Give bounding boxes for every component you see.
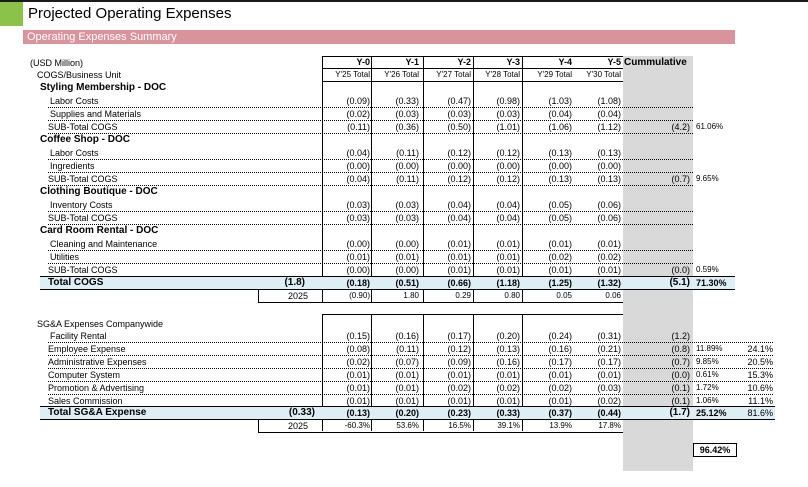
- value-cell: (0.01): [395, 396, 419, 406]
- value-cell: 17.8%: [598, 421, 621, 430]
- value-cell: (0.00): [447, 161, 471, 171]
- value-cell: (0.00): [395, 265, 419, 275]
- value-cell: (0.05): [548, 200, 572, 210]
- value-cell: (0.13): [548, 174, 572, 184]
- value-cell: (0.01): [496, 265, 520, 275]
- value-cell: (0.01): [548, 265, 572, 275]
- value-cell: (0.08): [346, 344, 370, 354]
- value-cell: (0.13): [597, 174, 621, 184]
- grand-total-percent: 96.42%: [693, 443, 737, 457]
- sga-header: SG&A Expenses Companywide: [37, 319, 164, 329]
- row-separator: [48, 133, 693, 134]
- value-cell: (0.09): [346, 96, 370, 106]
- total-cogs-cumulative: (5.1): [669, 277, 690, 288]
- value-cell: (0.13): [548, 148, 572, 158]
- column-divider: [522, 56, 523, 302]
- total-sga-cumulative: (1.7): [669, 407, 690, 418]
- line-item-label: SUB-Total COGS: [48, 213, 118, 223]
- value-cell: (0.00): [395, 161, 419, 171]
- value-cell: (0.02): [548, 252, 572, 262]
- value-cell: (0.01): [395, 370, 419, 380]
- value-cell: (0.33): [395, 96, 419, 106]
- year-subheader: Y'30 Total: [586, 70, 621, 79]
- value-cell: (0.17): [597, 357, 621, 367]
- cumulative-value: (0.0): [671, 265, 690, 275]
- line-item-label: SUB-Total COGS: [48, 122, 118, 132]
- value-cell: (0.90): [349, 291, 370, 300]
- value-cell: (0.06): [597, 200, 621, 210]
- value-cell: (0.01): [395, 252, 419, 262]
- value-cell: (0.03): [346, 213, 370, 223]
- cumulative-value: (4.2): [671, 122, 690, 132]
- share-percent: 61.06%: [696, 122, 724, 131]
- value-cell: (0.00): [346, 265, 370, 275]
- value-cell: (0.01): [447, 252, 471, 262]
- sga-item-label: Promotion & Advertising: [48, 383, 145, 393]
- value-cell: (0.01): [447, 239, 471, 249]
- share-percent: 9.65%: [696, 174, 719, 183]
- value-cell: (0.18): [346, 278, 370, 288]
- sga-item-label: Facility Rental: [50, 331, 107, 341]
- year-subheader: Y'25 Total: [335, 70, 370, 79]
- value-cell: (0.00): [346, 239, 370, 249]
- value-cell: (0.16): [548, 344, 572, 354]
- value-cell: (0.04): [447, 200, 471, 210]
- value-cell: (0.44): [597, 408, 621, 418]
- value-cell: 53.6%: [396, 421, 419, 430]
- total-sga-percent: 25.12%: [696, 408, 727, 418]
- value-cell: (0.00): [496, 161, 520, 171]
- value-cell: (0.02): [548, 383, 572, 393]
- header-border: [322, 81, 623, 82]
- year-subheader: Y'26 Total: [384, 70, 419, 79]
- value-cell: (0.01): [548, 396, 572, 406]
- line-item-label: Supplies and Materials: [50, 109, 142, 119]
- header-border: [322, 56, 623, 57]
- value-cell: (0.01): [496, 252, 520, 262]
- value-cell: (0.66): [447, 278, 471, 288]
- value-cell: -60.3%: [344, 421, 370, 430]
- value-cell: (0.01): [447, 265, 471, 275]
- line-item-label: Utilities: [50, 252, 80, 262]
- total-sga-label: Total SG&A Expense: [48, 407, 147, 418]
- line-item-label: Cleaning and Maintenance: [50, 239, 158, 249]
- value-cell: (1.08): [597, 96, 621, 106]
- share-percent: 1.06%: [696, 396, 719, 405]
- value-cell: 0.06: [605, 291, 621, 300]
- value-cell: (0.01): [346, 252, 370, 262]
- value-cell: (0.01): [496, 370, 520, 380]
- value-cell: (0.06): [597, 213, 621, 223]
- value-cell: (0.02): [346, 109, 370, 119]
- value-cell: (0.13): [346, 408, 370, 418]
- cumulative-value: (0.7): [671, 357, 690, 367]
- value-cell: (0.04): [346, 148, 370, 158]
- value-cell: 39.1%: [497, 421, 520, 430]
- line-item-label: Labor Costs: [50, 148, 99, 158]
- column-divider: [371, 56, 372, 302]
- value-cell: (0.23): [447, 408, 471, 418]
- value-cell: (0.02): [496, 383, 520, 393]
- value-cell: (0.13): [597, 148, 621, 158]
- value-cell: (0.13): [496, 344, 520, 354]
- value-cell: (0.01): [548, 239, 572, 249]
- sga-item-label: Employee Expense: [48, 344, 126, 354]
- total-sga-pre: (0.33): [288, 407, 315, 418]
- section-header: Clothing Boutique - DOC: [40, 186, 158, 197]
- year-header: Y-0: [356, 57, 370, 67]
- section-header: Coffee Shop - DOC: [40, 134, 130, 145]
- total-sga-percent-alt: 81.6%: [747, 408, 773, 418]
- value-cell: (0.04): [447, 213, 471, 223]
- value-cell: (0.11): [347, 122, 370, 132]
- value-cell: (1.01): [496, 122, 520, 132]
- value-cell: (0.36): [395, 122, 419, 132]
- line-item-label: Inventory Costs: [50, 200, 113, 210]
- year-subheader: Y'28 Total: [485, 70, 520, 79]
- value-cell: (0.01): [447, 370, 471, 380]
- value-cell: (0.00): [597, 161, 621, 171]
- share-percent: 0.59%: [696, 265, 719, 274]
- value-cell: (0.01): [447, 396, 471, 406]
- value-cell: (0.01): [395, 383, 419, 393]
- section-header: Styling Membership - DOC: [40, 82, 167, 93]
- year-header: Y-3: [506, 57, 520, 67]
- cogs-header: COGS/Business Unit: [37, 70, 122, 80]
- share-percent-alt: 15.3%: [747, 370, 773, 380]
- value-cell: (0.03): [395, 213, 419, 223]
- value-cell: (0.01): [496, 239, 520, 249]
- value-cell: (0.03): [496, 109, 520, 119]
- value-cell: (0.31): [597, 331, 621, 341]
- section-header: Card Room Rental - DOC: [40, 225, 159, 236]
- line-item-label: Labor Costs: [50, 96, 99, 106]
- cumulative-value: (0.7): [671, 174, 690, 184]
- header-border: [322, 314, 623, 315]
- top-border: [0, 0, 808, 2]
- value-cell: (0.15): [346, 331, 370, 341]
- cell-border: [258, 302, 623, 303]
- value-cell: (1.03): [548, 96, 572, 106]
- value-cell: (0.03): [346, 200, 370, 210]
- value-cell: (0.03): [597, 383, 621, 393]
- value-cell: (0.07): [395, 357, 419, 367]
- value-cell: (0.33): [496, 408, 520, 418]
- value-cell: (0.12): [447, 174, 471, 184]
- value-cell: (0.00): [548, 161, 572, 171]
- year-header: Y-4: [558, 57, 572, 67]
- value-cell: (0.12): [496, 174, 520, 184]
- value-cell: (0.98): [496, 96, 520, 106]
- value-cell: (0.04): [548, 109, 572, 119]
- value-cell: (0.16): [395, 331, 419, 341]
- year-subheader: Y'27 Total: [436, 70, 471, 79]
- value-cell: (0.03): [395, 109, 419, 119]
- value-cell: (0.09): [447, 357, 471, 367]
- growth-year: 2025: [287, 421, 308, 431]
- value-cell: (0.51): [395, 278, 419, 288]
- value-cell: (1.06): [548, 122, 572, 132]
- value-cell: (0.37): [548, 408, 572, 418]
- value-cell: (0.17): [447, 331, 471, 341]
- value-cell: (0.11): [396, 174, 419, 184]
- sga-item-label: Administrative Expenses: [48, 357, 147, 367]
- value-cell: (0.20): [496, 331, 520, 341]
- value-cell: (0.50): [447, 122, 471, 132]
- line-item-label: SUB-Total COGS: [48, 174, 118, 184]
- value-cell: (0.17): [548, 357, 572, 367]
- value-cell: 1.80: [403, 291, 419, 300]
- sga-item-label: Computer System: [48, 370, 121, 380]
- value-cell: (0.02): [346, 357, 370, 367]
- value-cell: (0.11): [396, 344, 419, 354]
- sheet-marker: [0, 2, 23, 26]
- share-percent: 1.72%: [696, 383, 719, 392]
- total-cogs-label: Total COGS: [48, 277, 104, 288]
- value-cell: (0.02): [597, 396, 621, 406]
- value-cell: (0.04): [496, 213, 520, 223]
- value-cell: (1.25): [548, 278, 572, 288]
- value-cell: 0.05: [556, 291, 572, 300]
- cumulative-value: (1.2): [671, 331, 690, 341]
- share-percent-alt: 20.5%: [747, 357, 773, 367]
- value-cell: 13.9%: [549, 421, 572, 430]
- value-cell: (0.00): [346, 161, 370, 171]
- value-cell: (0.01): [346, 370, 370, 380]
- year-header: Y-5: [607, 57, 621, 67]
- sga-item-label: Sales Commission: [48, 396, 123, 406]
- value-cell: (0.02): [597, 252, 621, 262]
- line-item-label: SUB-Total COGS: [48, 265, 118, 275]
- value-cell: (0.11): [396, 148, 419, 158]
- value-cell: (0.03): [447, 109, 471, 119]
- cell-border: [258, 432, 623, 433]
- value-cell: (0.21): [597, 344, 621, 354]
- header-border: [322, 68, 623, 69]
- value-cell: (0.01): [548, 370, 572, 380]
- value-cell: (0.12): [496, 148, 520, 158]
- value-cell: (0.03): [395, 200, 419, 210]
- value-cell: (1.18): [496, 278, 520, 288]
- value-cell: (0.16): [496, 357, 520, 367]
- value-cell: (0.12): [447, 148, 471, 158]
- value-cell: (0.02): [447, 383, 471, 393]
- share-percent: 0.61%: [696, 370, 719, 379]
- page-title: Projected Operating Expenses: [28, 5, 232, 22]
- cumulative-value: (0.0): [671, 370, 690, 380]
- share-percent: 9.85%: [696, 357, 719, 366]
- value-cell: (0.47): [447, 96, 471, 106]
- value-cell: (1.32): [597, 278, 621, 288]
- value-cell: (0.20): [395, 408, 419, 418]
- value-cell: (1.12): [597, 122, 621, 132]
- value-cell: (0.24): [548, 331, 572, 341]
- units-label: (USD Million): [30, 58, 84, 68]
- value-cell: 0.80: [504, 291, 520, 300]
- year-header: Y-2: [457, 57, 471, 67]
- value-cell: (0.12): [447, 344, 471, 354]
- growth-year: 2025: [287, 291, 308, 301]
- year-header: Y-1: [405, 57, 419, 67]
- value-cell: (0.01): [597, 265, 621, 275]
- cumulative-value: (0.1): [671, 396, 690, 406]
- share-percent: 11.89%: [696, 344, 723, 353]
- line-item-label: Ingredients: [50, 161, 95, 171]
- summary-label: Operating Expenses Summary: [27, 31, 177, 43]
- value-cell: 16.5%: [448, 421, 471, 430]
- column-divider: [423, 56, 424, 302]
- share-percent-alt: 24.1%: [747, 344, 773, 354]
- value-cell: (0.01): [346, 396, 370, 406]
- total-cogs-percent: 71.30%: [696, 278, 727, 288]
- total-cogs-pre: (1.8): [284, 277, 305, 288]
- value-cell: (0.04): [597, 109, 621, 119]
- value-cell: (0.01): [597, 370, 621, 380]
- column-divider: [322, 56, 323, 302]
- value-cell: (0.01): [597, 239, 621, 249]
- share-percent-alt: 10.6%: [747, 383, 773, 393]
- value-cell: (0.00): [395, 239, 419, 249]
- value-cell: (0.01): [496, 396, 520, 406]
- value-cell: (0.04): [496, 200, 520, 210]
- value-cell: (0.05): [548, 213, 572, 223]
- value-cell: (0.01): [346, 383, 370, 393]
- year-subheader: Y'29 Total: [537, 70, 572, 79]
- cumulative-header: Cummulative: [624, 57, 687, 68]
- share-percent-alt: 11.1%: [748, 396, 773, 406]
- value-cell: (0.04): [346, 174, 370, 184]
- cumulative-value: (0.1): [671, 383, 690, 393]
- value-cell: 0.29: [455, 291, 471, 300]
- cumulative-value: (0.8): [671, 344, 690, 354]
